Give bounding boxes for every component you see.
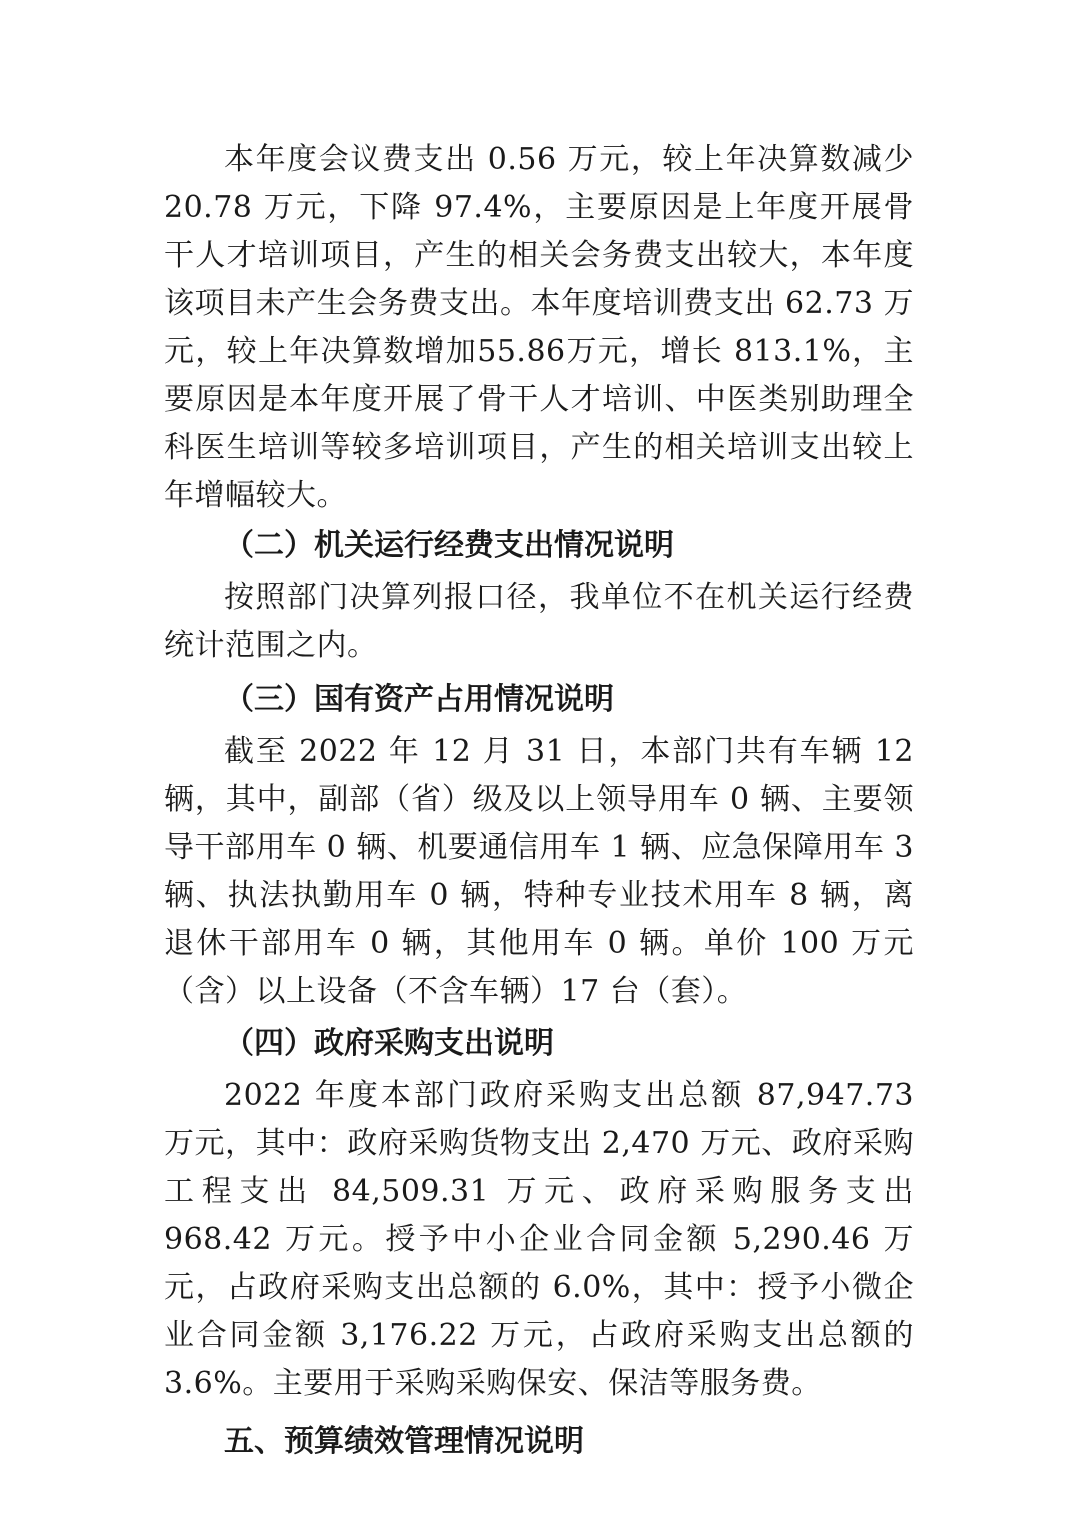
section-title-state-assets: （三）国有资产占用情况说明 [224, 682, 614, 717]
section-title-government-procurement: （四）政府采购支出说明 [224, 1026, 554, 1061]
paragraph-meeting-training-expenses: 本年度会议费支出 0.56 万元，较上年决算数减少 20.78 万元，下降 97.4%，主要原因是上年度开展骨干人才培训项目，产生的相关会务费支出较大，本年度该项目未产生会务费支出。本年度培训费支出 62.73 万元，较上年决算数增加55.86万元，增长 813.1%，主要原因是本年度开展了骨干人才培训、中医类别助理全科医生培训等较多培训项目，产生的相关培训支出较上年增幅较大。 [164, 142, 914, 513]
document-page [164, 136, 914, 1466]
section-title-operating-expenses: （二）机关运行经费支出情况说明 [224, 528, 674, 563]
paragraph-state-assets: 截至 2022 年 12 月 31 日，本部门共有车辆 12 辆，其中，副部（省）级及以上领导用车 0 辆、主要领导干部用车 0 辆、机要通信用车 1 辆、应急保障用车 3 辆、执法执勤用车 0 辆，特种专业技术用车 8 辆，离退休干部用车 0 辆，其他用车 0 辆。单价 100 万元（含）以上设备（不含车辆）17 台（套）。 [164, 734, 914, 1009]
paragraph-operating-expenses: 按照部门决算列报口径，我单位不在机关运行经费统计范围之内。 [164, 580, 914, 663]
paragraph-government-procurement: 2022 年度本部门政府采购支出总额 87,947.73 万元，其中：政府采购货物支出 2,470 万元、政府采购工程支出 84,509.31 万元、政府采购服务支出 968.42 万元。授予中小企业合同金额 5,290.46 万元，占政府采购支出总额的 6.0%，其中：授予小微企业合同金额 3,176.22 万元，占政府采购支出总额的 3.6%。主要用于采购采购保安、保洁等服务费。 [164, 1078, 914, 1401]
heading-budget-performance: 五、预算绩效管理情况说明 [224, 1424, 584, 1459]
